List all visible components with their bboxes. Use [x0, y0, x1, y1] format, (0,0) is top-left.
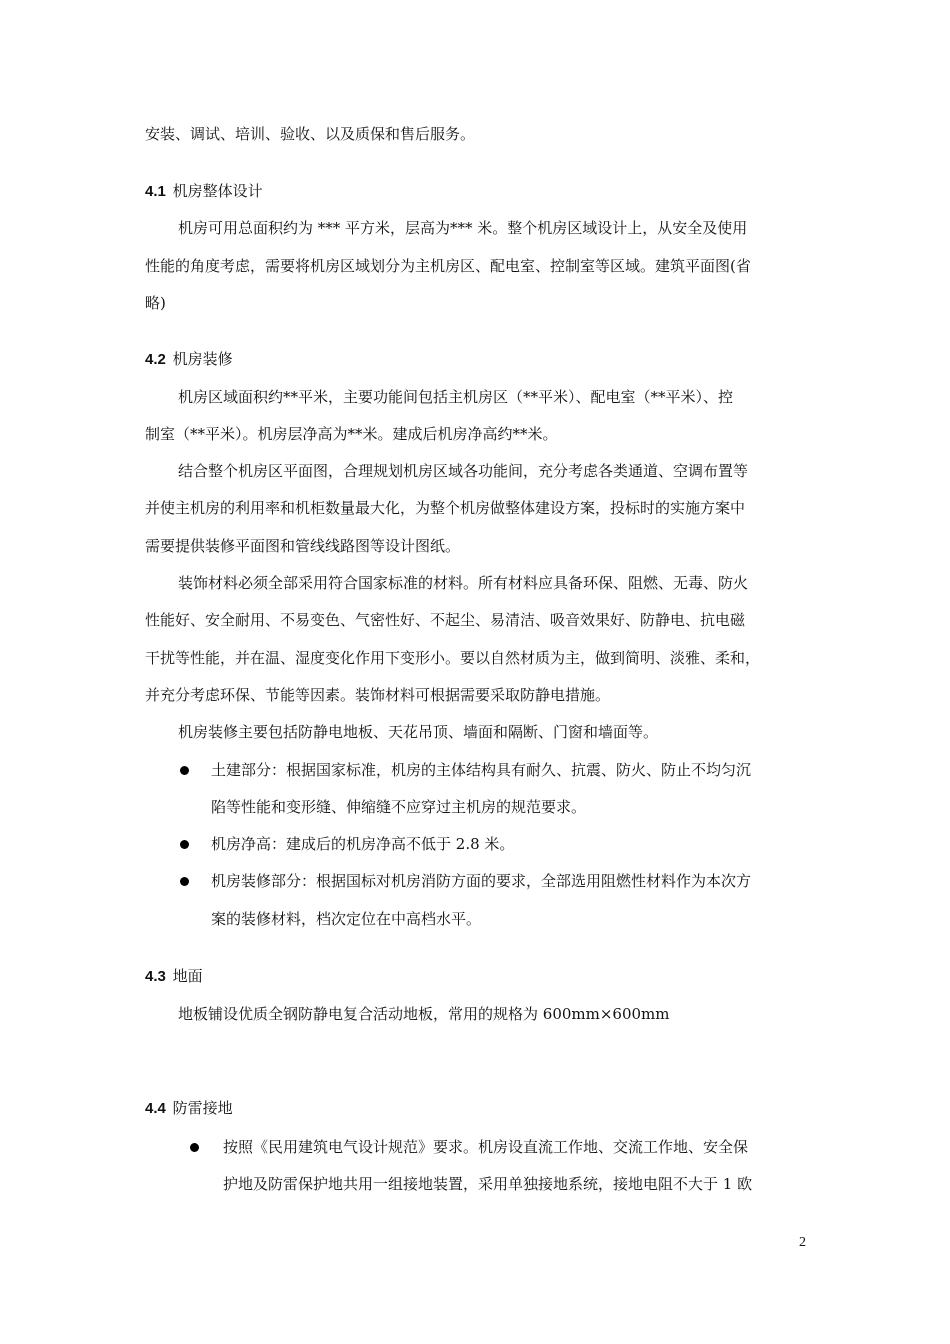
paragraph-line: 制室（**平米）。机房层净高为**米。建成后机房净高约**米。: [145, 425, 558, 443]
section-number: 4.4: [145, 1100, 166, 1117]
paragraph-line: 需要提供装修平面图和管线线路图等设计图纸。: [145, 537, 461, 555]
paragraph-line: 干扰等性能，并在温、湿度变化作用下变形小。要以自然材质为主，做到简明、淡雅、柔和，: [145, 649, 761, 667]
bullet-line: 按照《民用建筑电气设计规范》要求。机房设直流工作地、交流工作地、安全保: [223, 1138, 749, 1156]
bullet-line: 案的装修材料，档次定位在中高档水平。: [211, 910, 482, 928]
paragraph-line: 装饰材料必须全部采用符合国家标准的材料。所有材料应具备环保、阻燃、无毒、防火: [178, 574, 749, 592]
section-title: 地面: [172, 967, 203, 985]
section-heading-4-1: [145, 181, 263, 202]
bullet-line: 土建部分：根据国家标准，机房的主体结构具有耐久、抗震、防火、防止不均匀沉: [211, 761, 752, 779]
paragraph-line: 机房区域面积约**平米，主要功能间包括主机房区（**平米）、配电室（**平米）、控: [178, 388, 734, 406]
paragraph-line: 略): [145, 294, 166, 312]
bullet-dot: [180, 877, 189, 886]
bullet-dot: [190, 1143, 199, 1152]
section-heading-4-4: [145, 1098, 233, 1119]
bullet-dot: [180, 840, 189, 849]
paragraph-line: 地板铺设优质全钢防静电复合活动地板，常用的规格为 600mm×600mm: [178, 1005, 670, 1023]
bullet-line: 护地及防雷保护地共用一组接地装置，采用单独接地系统，接地电阻不大于 1 欧: [223, 1175, 753, 1193]
section-heading-4-3: [145, 966, 203, 987]
bullet-dot: [180, 766, 189, 775]
paragraph-line: 并使主机房的利用率和机柜数量最大化，为整个机房做整体建设方案，投标时的实施方案中: [145, 499, 746, 517]
bullet-line: 机房装修部分：根据国标对机房消防方面的要求，全部选用阻燃性材料作为本次方: [211, 872, 752, 890]
paragraph-line: 安装、调试、培训、验收、以及质保和售后服务。: [145, 125, 476, 143]
section-title: 防雷接地: [172, 1099, 233, 1117]
paragraph-line: 性能好、安全耐用、不易变色、气密性好、不起尘、易清洁、吸音效果好、防静电、抗电磁: [145, 611, 746, 629]
section-title: 机房整体设计: [172, 182, 263, 200]
paragraph-line: 性能的角度考虑，需要将机房区域划分为主机房区、配电室、控制室等区域。建筑平面图(省: [145, 257, 751, 275]
paragraph-line: 结合整个机房区平面图，合理规划机房区域各功能间，充分考虑各类通道、空调布置等: [178, 462, 749, 480]
section-number: 4.2: [145, 351, 166, 368]
bullet-line: 陷等性能和变形缝、伸缩缝不应穿过主机房的规范要求。: [211, 798, 587, 816]
paragraph-line: 并充分考虑环保、节能等因素。装饰材料可根据需要采取防静电措施。: [145, 686, 611, 704]
bullet-line: 机房净高：建成后的机房净高不低于 2.8 米。: [211, 835, 515, 853]
section-heading-4-2: [145, 349, 233, 370]
paragraph-line: 机房可用总面积约为 *** 平方米，层高为*** 米。整个机房区域设计上，从安全及使用: [178, 219, 748, 237]
paragraph-line: 机房装修主要包括防静电地板、天花吊顶、墙面和隔断、门窗和墙面等。: [178, 723, 659, 741]
section-title: 机房装修: [172, 350, 233, 368]
section-number: 4.3: [145, 968, 166, 985]
section-number: 4.1: [145, 183, 166, 200]
page-number: 2: [799, 1235, 806, 1250]
